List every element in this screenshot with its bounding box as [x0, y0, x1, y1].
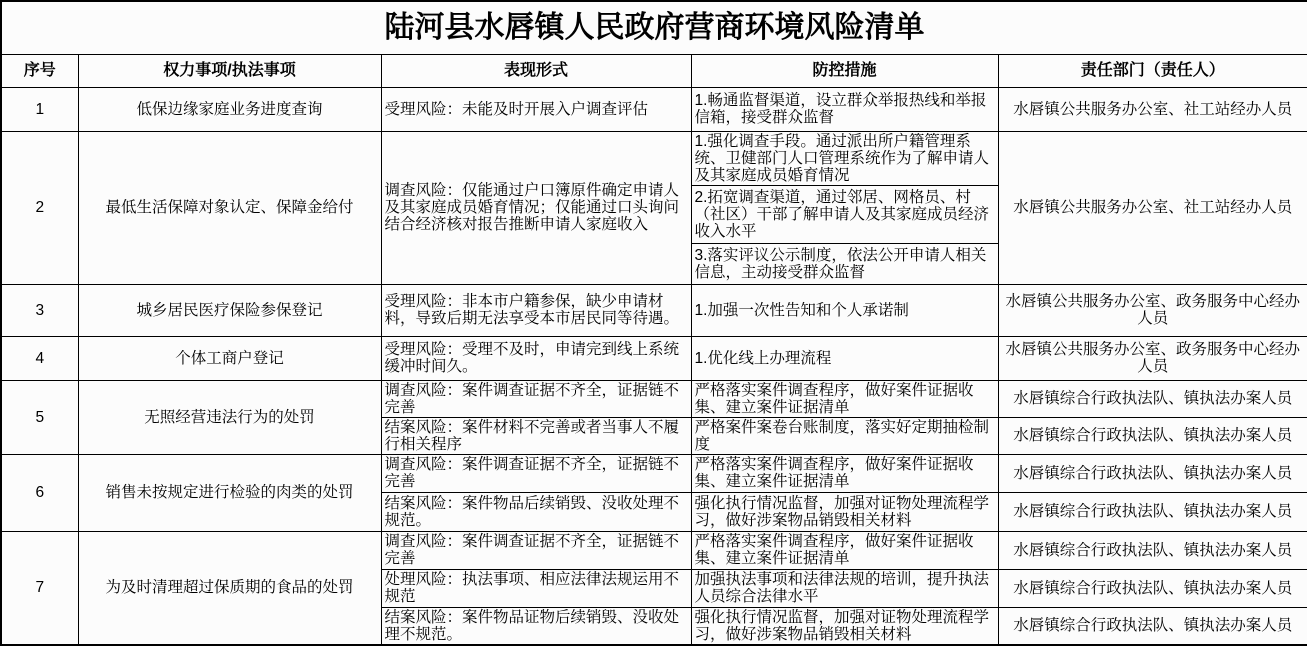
cell-measure: 3.落实评议公示制度，依法公开申请人相关信息，主动接受群众监督	[691, 243, 998, 284]
cell-dept: 水唇镇综合行政执法队、镇执法办案人员	[998, 569, 1307, 607]
column-header-dept: 责任部门（责任人）	[998, 54, 1307, 87]
cell-form: 结案风险：案件材料不完善或者当事人不履行相关程序	[381, 417, 691, 454]
cell-item: 销售未按规定进行检验的肉类的处罚	[78, 454, 381, 531]
table-header-row	[1, 54, 1307, 87]
cell-form: 调查风险：案件调查证据不齐全，证据链不完善	[381, 531, 691, 569]
column-header-form: 表现形式	[381, 54, 691, 87]
cell-dept: 水唇镇综合行政执法队、镇执法办案人员	[998, 607, 1307, 645]
cell-measure: 严格落实案件调查程序，做好案件证据收集、建立案件证据清单	[691, 380, 998, 417]
cell-measure: 严格落实案件调查程序，做好案件证据收集、建立案件证据清单	[691, 531, 998, 569]
cell-dept: 水唇镇公共服务办公室、政务服务中心经办人员	[998, 284, 1307, 336]
cell-no: 5	[1, 380, 78, 454]
column-header-no: 序号	[1, 54, 78, 87]
cell-dept: 水唇镇公共服务办公室、社工站经办人员	[998, 131, 1307, 284]
cell-measure: 2.拓宽调查渠道，通过邻居、网格员、村（社区）干部了解申请人及其家庭成员经济收入水平	[691, 185, 998, 243]
cell-form: 调查风险：案件调查证据不齐全，证据链不完善	[381, 454, 691, 492]
cell-form: 处理风险：执法事项、相应法律法规运用不规范	[381, 569, 691, 607]
cell-dept: 水唇镇综合行政执法队、镇执法办案人员	[998, 417, 1307, 454]
cell-item: 无照经营违法行为的处罚	[78, 380, 381, 454]
cell-measure: 严格落实案件调查程序，做好案件证据收集、建立案件证据清单	[691, 454, 998, 492]
cell-form: 调查风险：仅能通过户口簿原件确定申请人及其家庭成员婚育情况；仅能通过口头询问结合经济核对报告推断申请人家庭收入	[381, 131, 691, 284]
cell-form: 受理风险：受理不及时，申请完到线上系统缓冲时间久。	[381, 336, 691, 380]
table-row	[1, 336, 1307, 380]
table-row	[1, 284, 1307, 336]
column-header-measure: 防控措施	[691, 54, 998, 87]
cell-dept: 水唇镇综合行政执法队、镇执法办案人员	[998, 454, 1307, 492]
table-row	[1, 87, 1307, 131]
page-title: 陆河县水唇镇人民政府营商环境风险清单	[1, 1, 1307, 54]
cell-measure: 严格案件案卷台账制度，落实好定期抽检制度	[691, 417, 998, 454]
cell-no: 4	[1, 336, 78, 380]
cell-no: 2	[1, 131, 78, 284]
cell-measure: 1.加强一次性告知和个人承诺制	[691, 284, 998, 336]
cell-no: 1	[1, 87, 78, 131]
cell-item: 城乡居民医疗保险参保登记	[78, 284, 381, 336]
cell-form: 调查风险：案件调查证据不齐全，证据链不完善	[381, 380, 691, 417]
cell-measure: 1.畅通监督渠道，设立群众举报热线和举报信箱，接受群众监督	[691, 87, 998, 131]
cell-dept: 水唇镇综合行政执法队、镇执法办案人员	[998, 492, 1307, 531]
cell-item: 最低生活保障对象认定、保障金给付	[78, 131, 381, 284]
cell-form: 结案风险：案件物品证物后续销毁、没收处理不规范。	[381, 607, 691, 645]
cell-dept: 水唇镇公共服务办公室、社工站经办人员	[998, 87, 1307, 131]
cell-item: 为及时清理超过保质期的食品的处罚	[78, 531, 381, 645]
cell-measure: 1.强化调查手段。通过派出所户籍管理系统、卫健部门人口管理系统作为了解申请人及其家庭成员婚育情况	[691, 131, 998, 185]
table-row	[1, 531, 1307, 569]
cell-form: 结案风险：案件物品后续销毁、没收处理不规范。	[381, 492, 691, 531]
table-row	[1, 454, 1307, 492]
cell-measure: 强化执行情况监督，加强对证物处理流程学习，做好涉案物品销毁相关材料	[691, 492, 998, 531]
column-header-item: 权力事项/执法事项	[78, 54, 381, 87]
cell-no: 7	[1, 531, 78, 645]
cell-item: 低保边缘家庭业务进度查询	[78, 87, 381, 131]
table-row	[1, 131, 1307, 185]
cell-no: 3	[1, 284, 78, 336]
cell-dept: 水唇镇综合行政执法队、镇执法办案人员	[998, 380, 1307, 417]
cell-measure: 加强执法事项和法律法规的培训，提升执法人员综合法律水平	[691, 569, 998, 607]
cell-item: 个体工商户登记	[78, 336, 381, 380]
cell-measure: 强化执行情况监督，加强对证物处理流程学习，做好涉案物品销毁相关材料	[691, 607, 998, 645]
table-row	[1, 380, 1307, 417]
cell-form: 受理风险：未能及时开展入户调查评估	[381, 87, 691, 131]
cell-dept: 水唇镇综合行政执法队、镇执法办案人员	[998, 531, 1307, 569]
cell-measure: 1.优化线上办理流程	[691, 336, 998, 380]
cell-form: 受理风险：非本市户籍参保，缺少申请材料，导致后期无法享受本市居民同等待遇。	[381, 284, 691, 336]
cell-no: 6	[1, 454, 78, 531]
cell-dept: 水唇镇公共服务办公室、政务服务中心经办人员	[998, 336, 1307, 380]
table-row	[1, 1, 1307, 54]
